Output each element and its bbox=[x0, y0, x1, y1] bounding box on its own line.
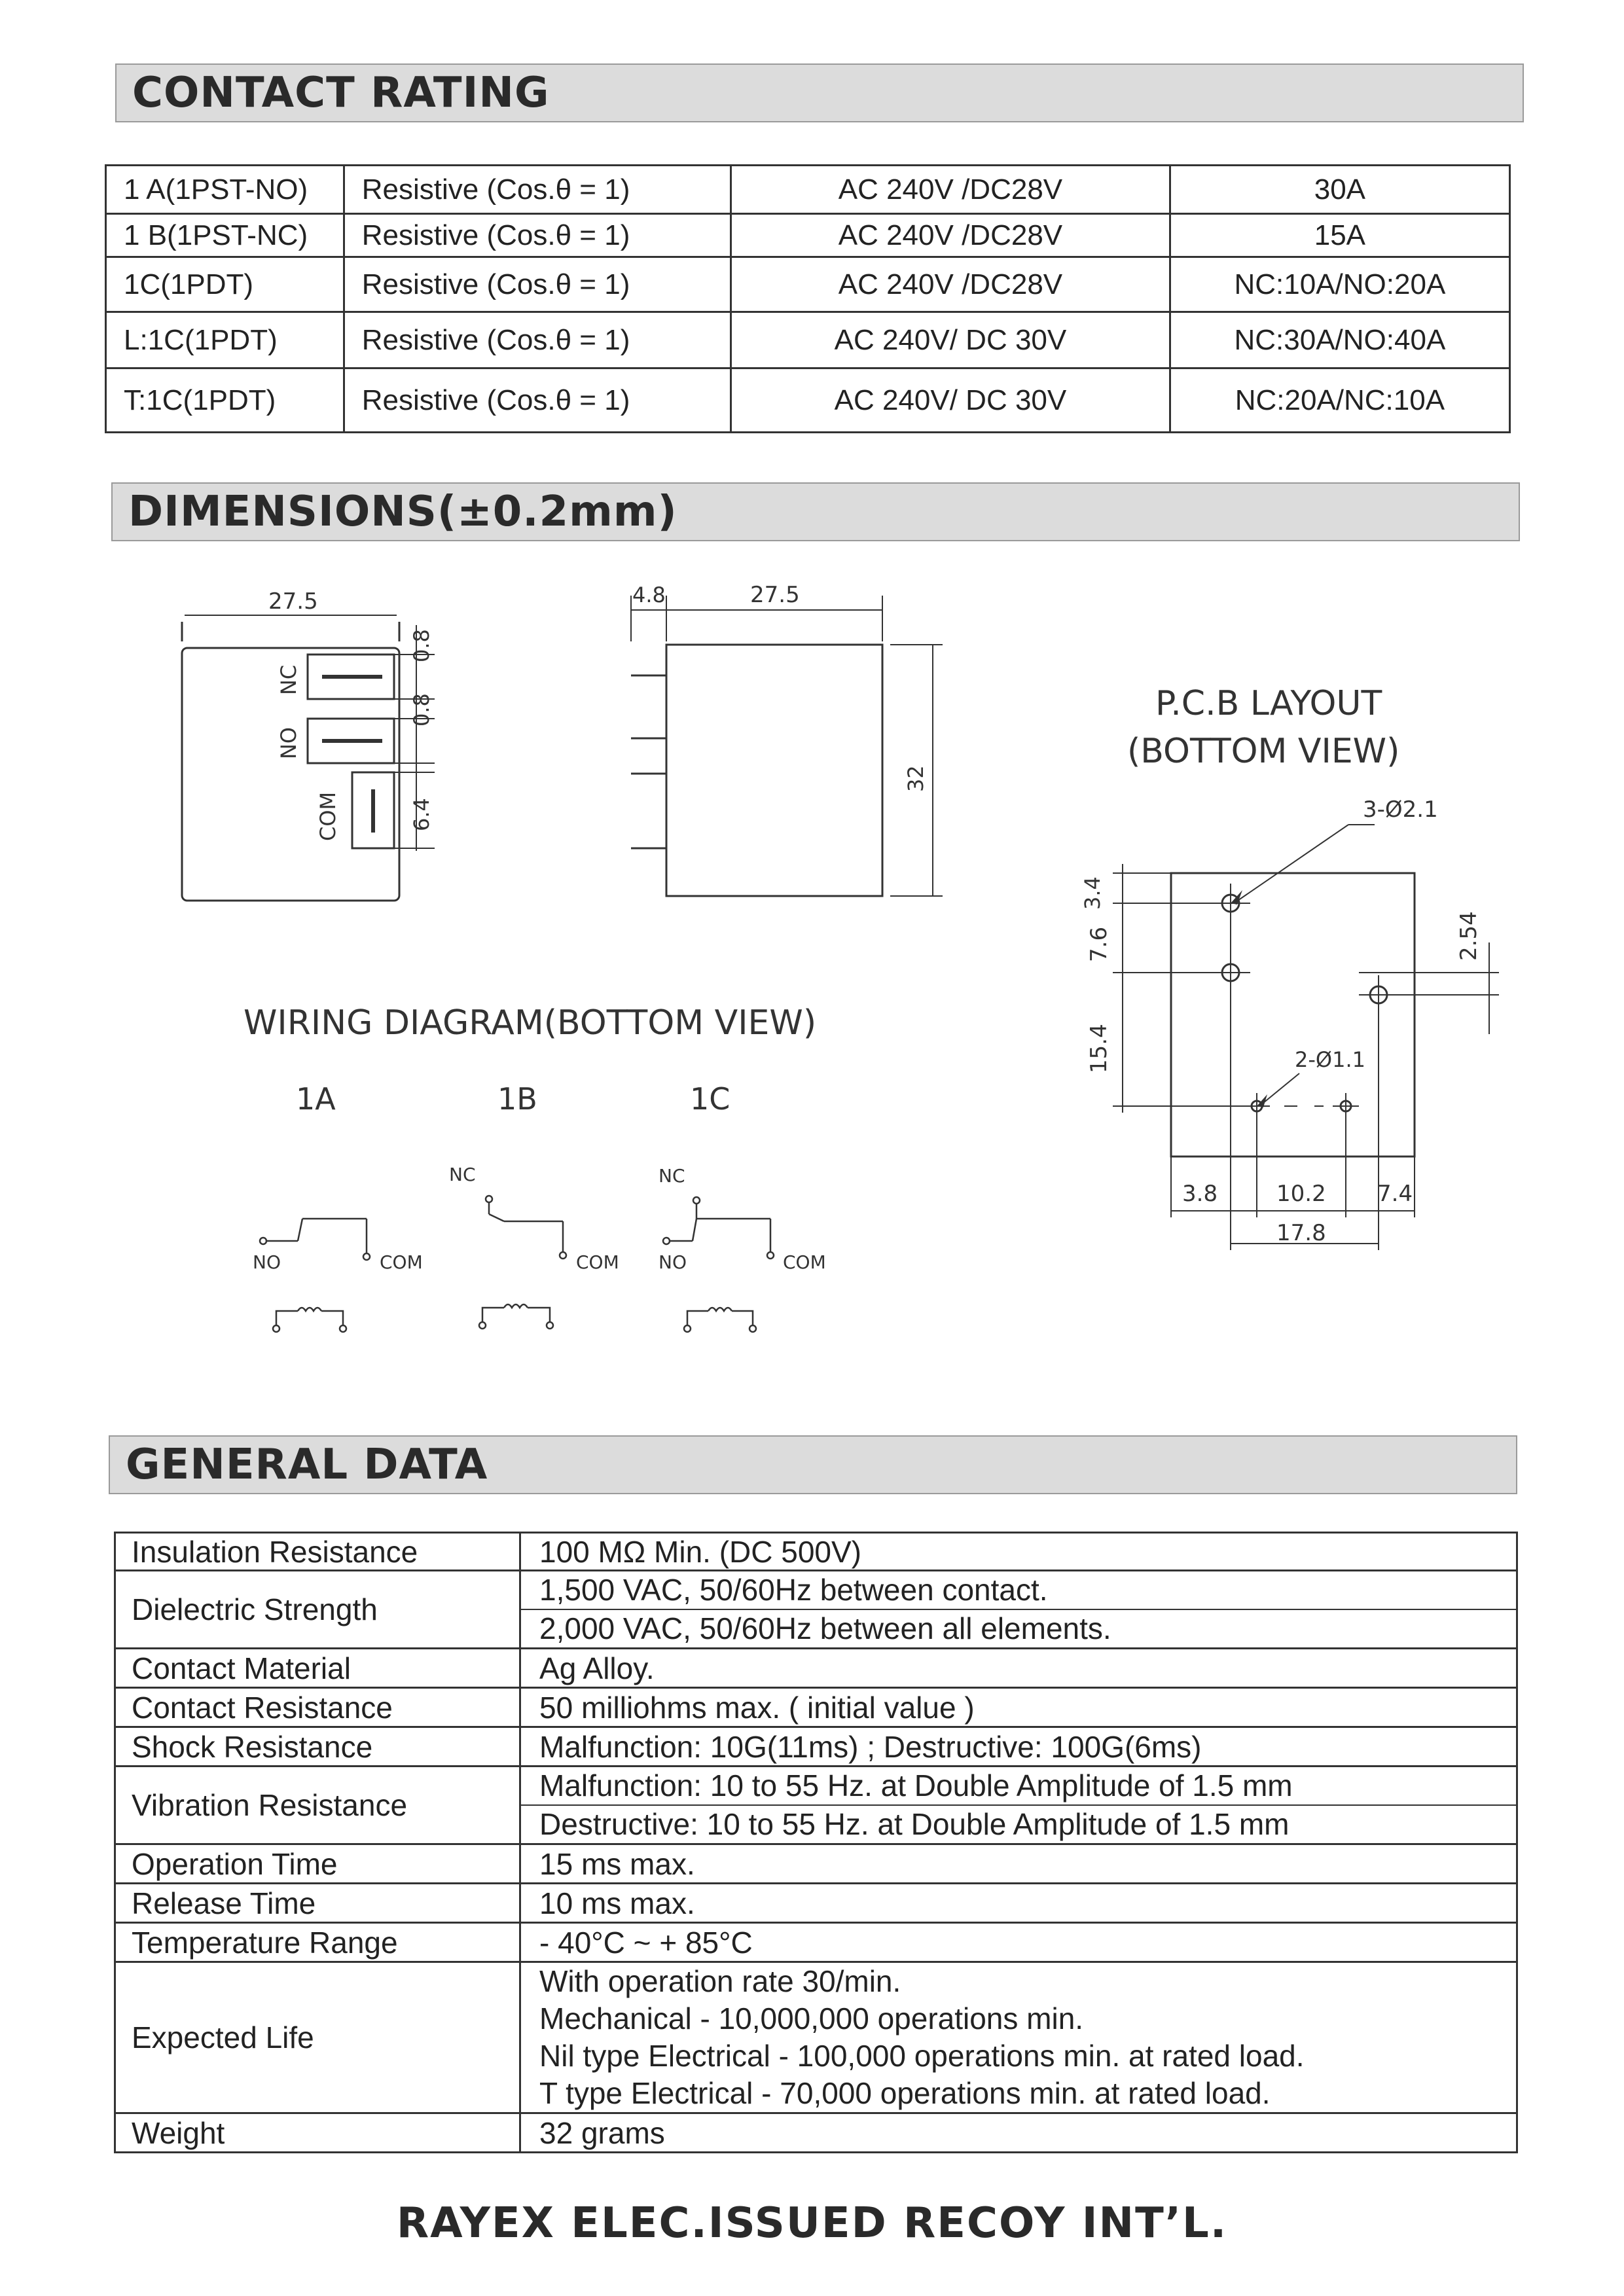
hole-small-label: 2-Ø1.1 bbox=[1295, 1047, 1365, 1072]
spec-value: 50 milliohms max. ( initial value ) bbox=[520, 1688, 1517, 1727]
spec-label: Weight bbox=[115, 2113, 520, 2153]
spec-value: Ag Alloy. bbox=[520, 1649, 1517, 1688]
contact-load: Resistive (Cos.θ = 1) bbox=[344, 166, 731, 214]
general-data-header bbox=[109, 1435, 1517, 1494]
table-row bbox=[115, 1649, 1517, 1688]
v1-label: 3.4 bbox=[1080, 876, 1105, 910]
contact-load: Resistive (Cos.θ = 1) bbox=[344, 257, 731, 312]
wiring-1c-no: NO bbox=[659, 1251, 687, 1273]
contact-voltage: AC 240V/ DC 30V bbox=[731, 368, 1170, 433]
table-row bbox=[115, 1533, 1517, 1571]
spec-value: Destructive: 10 to 55 Hz. at Double Amplitude of 1.5 mm bbox=[521, 1804, 1516, 1843]
spec-label: Vibration Resistance bbox=[115, 1767, 520, 1844]
contact-rating-value: 30A bbox=[1170, 166, 1509, 214]
spec-label: Insulation Resistance bbox=[115, 1533, 520, 1571]
table-row bbox=[115, 1844, 1517, 1884]
company-footer: RAYEX ELEC.ISSUED RECOY INT’L. bbox=[396, 2199, 1228, 2248]
spec-value: 100 MΩ Min. (DC 500V) bbox=[520, 1533, 1517, 1571]
front-width-label: 27.5 bbox=[268, 588, 318, 615]
pcb-title-2: (BOTTOM VIEW) bbox=[1127, 732, 1400, 771]
table-row bbox=[115, 1727, 1517, 1767]
table-row bbox=[115, 1962, 1517, 2113]
spec-value: Malfunction: 10G(11ms) ; Destructive: 100G(6ms) bbox=[520, 1727, 1517, 1767]
h2-label: 10.2 bbox=[1276, 1181, 1326, 1207]
spec-value: Malfunction: 10 to 55 Hz. at Double Amplitude of 1.5 mm bbox=[539, 1768, 1293, 1803]
contact-rating-title: CONTACT RATING bbox=[132, 69, 550, 117]
spec-label: Contact Material bbox=[115, 1649, 520, 1688]
table-row bbox=[115, 1767, 1517, 1844]
table-row bbox=[115, 1923, 1517, 1962]
h3-label: 7.4 bbox=[1377, 1181, 1413, 1207]
spec-value-group bbox=[520, 1767, 1517, 1844]
side-width-label: 27.5 bbox=[750, 582, 800, 608]
wiring-type-1a: 1A bbox=[296, 1081, 336, 1117]
spec-label: Operation Time bbox=[115, 1844, 520, 1884]
contact-form: L:1C(1PDT) bbox=[106, 312, 344, 368]
spec-value: Nil type Electrical - 100,000 operations min. at rated load. bbox=[539, 2039, 1305, 2073]
general-data-table bbox=[114, 1532, 1518, 2153]
wiring-1b-com: COM bbox=[576, 1251, 619, 1273]
dimensions-title: DIMENSIONS(±0.2mm) bbox=[128, 488, 677, 536]
contact-form: T:1C(1PDT) bbox=[106, 368, 344, 433]
contact-voltage: AC 240V /DC28V bbox=[731, 214, 1170, 257]
h1-label: 3.8 bbox=[1182, 1181, 1218, 1207]
spec-value: Mechanical - 10,000,000 operations min. bbox=[539, 2001, 1084, 2036]
gap2-label: 0.8 bbox=[409, 693, 434, 726]
contact-rating-value: NC:10A/NO:20A bbox=[1170, 257, 1509, 312]
spec-value: 10 ms max. bbox=[520, 1884, 1517, 1923]
wiring-type-1b: 1B bbox=[497, 1081, 537, 1117]
wiring-1a bbox=[260, 1219, 370, 1332]
contact-voltage: AC 240V/ DC 30V bbox=[731, 312, 1170, 368]
table-row bbox=[115, 1688, 1517, 1727]
no-label: NO bbox=[276, 726, 301, 759]
spec-value: 15 ms max. bbox=[520, 1844, 1517, 1884]
nc-label: NC bbox=[276, 664, 301, 695]
contact-rating-value: NC:30A/NO:40A bbox=[1170, 312, 1509, 368]
contact-rating-value: NC:20A/NC:10A bbox=[1170, 368, 1509, 433]
pin-length-label: 4.8 bbox=[632, 583, 666, 607]
spec-value: 2,000 VAC, 50/60Hz between all elements. bbox=[521, 1609, 1516, 1647]
v2-label: 7.6 bbox=[1086, 926, 1112, 962]
contact-rating-value: 15A bbox=[1170, 214, 1509, 257]
wiring-title: WIRING DIAGRAM(BOTTOM VIEW) bbox=[244, 1003, 817, 1043]
h4-label: 17.8 bbox=[1276, 1220, 1326, 1246]
table-row bbox=[115, 1884, 1517, 1923]
wiring-1a-com: COM bbox=[380, 1251, 423, 1273]
com-label: COM bbox=[316, 791, 340, 841]
gap1-label: 0.8 bbox=[409, 629, 434, 662]
side-height-label: 32 bbox=[903, 765, 928, 792]
spec-value: - 40°C ~ + 85°C bbox=[520, 1923, 1517, 1962]
wiring-type-1c: 1C bbox=[690, 1081, 731, 1117]
spec-label: Release Time bbox=[115, 1884, 520, 1923]
table-row bbox=[115, 2113, 1517, 2153]
contact-form: 1 B(1PST-NC) bbox=[106, 214, 344, 257]
spec-label: Temperature Range bbox=[115, 1923, 520, 1962]
wiring-1c-com: COM bbox=[783, 1251, 826, 1273]
contact-voltage: AC 240V /DC28V bbox=[731, 257, 1170, 312]
hole-large-label: 3-Ø2.1 bbox=[1363, 797, 1438, 823]
wiring-1b-nc: NC bbox=[449, 1164, 476, 1185]
contact-form: 1 A(1PST-NO) bbox=[106, 166, 344, 214]
com-dim-label: 6.4 bbox=[409, 798, 434, 831]
wiring-1c-nc: NC bbox=[659, 1165, 685, 1187]
spec-value: T type Electrical - 70,000 operations min. at rated load. bbox=[539, 2076, 1271, 2110]
table-row bbox=[115, 1571, 1517, 1649]
spec-label: Contact Resistance bbox=[115, 1688, 520, 1727]
spec-value-group bbox=[520, 1962, 1517, 2113]
wiring-1b bbox=[479, 1196, 566, 1329]
spec-value: 32 grams bbox=[520, 2113, 1517, 2153]
spec-label: Dielectric Strength bbox=[115, 1571, 520, 1649]
r1-label: 2.54 bbox=[1456, 911, 1482, 961]
contact-load: Resistive (Cos.θ = 1) bbox=[344, 312, 731, 368]
pcb-title-1: P.C.B LAYOUT bbox=[1155, 684, 1382, 723]
contact-load: Resistive (Cos.θ = 1) bbox=[344, 368, 731, 433]
contact-voltage: AC 240V /DC28V bbox=[731, 166, 1170, 214]
contact-load: Resistive (Cos.θ = 1) bbox=[344, 214, 731, 257]
wiring-1a-no: NO bbox=[253, 1251, 281, 1273]
v3-label: 15.4 bbox=[1086, 1024, 1112, 1073]
spec-value: With operation rate 30/min. bbox=[539, 1964, 901, 1998]
spec-label: Shock Resistance bbox=[115, 1727, 520, 1767]
general-data-title: GENERAL DATA bbox=[126, 1441, 488, 1489]
contact-form: 1C(1PDT) bbox=[106, 257, 344, 312]
spec-value-group bbox=[520, 1571, 1517, 1649]
spec-label: Expected Life bbox=[115, 1962, 520, 2113]
relay-side-body bbox=[666, 645, 882, 896]
spec-value: 1,500 VAC, 50/60Hz between contact. bbox=[539, 1573, 1048, 1607]
